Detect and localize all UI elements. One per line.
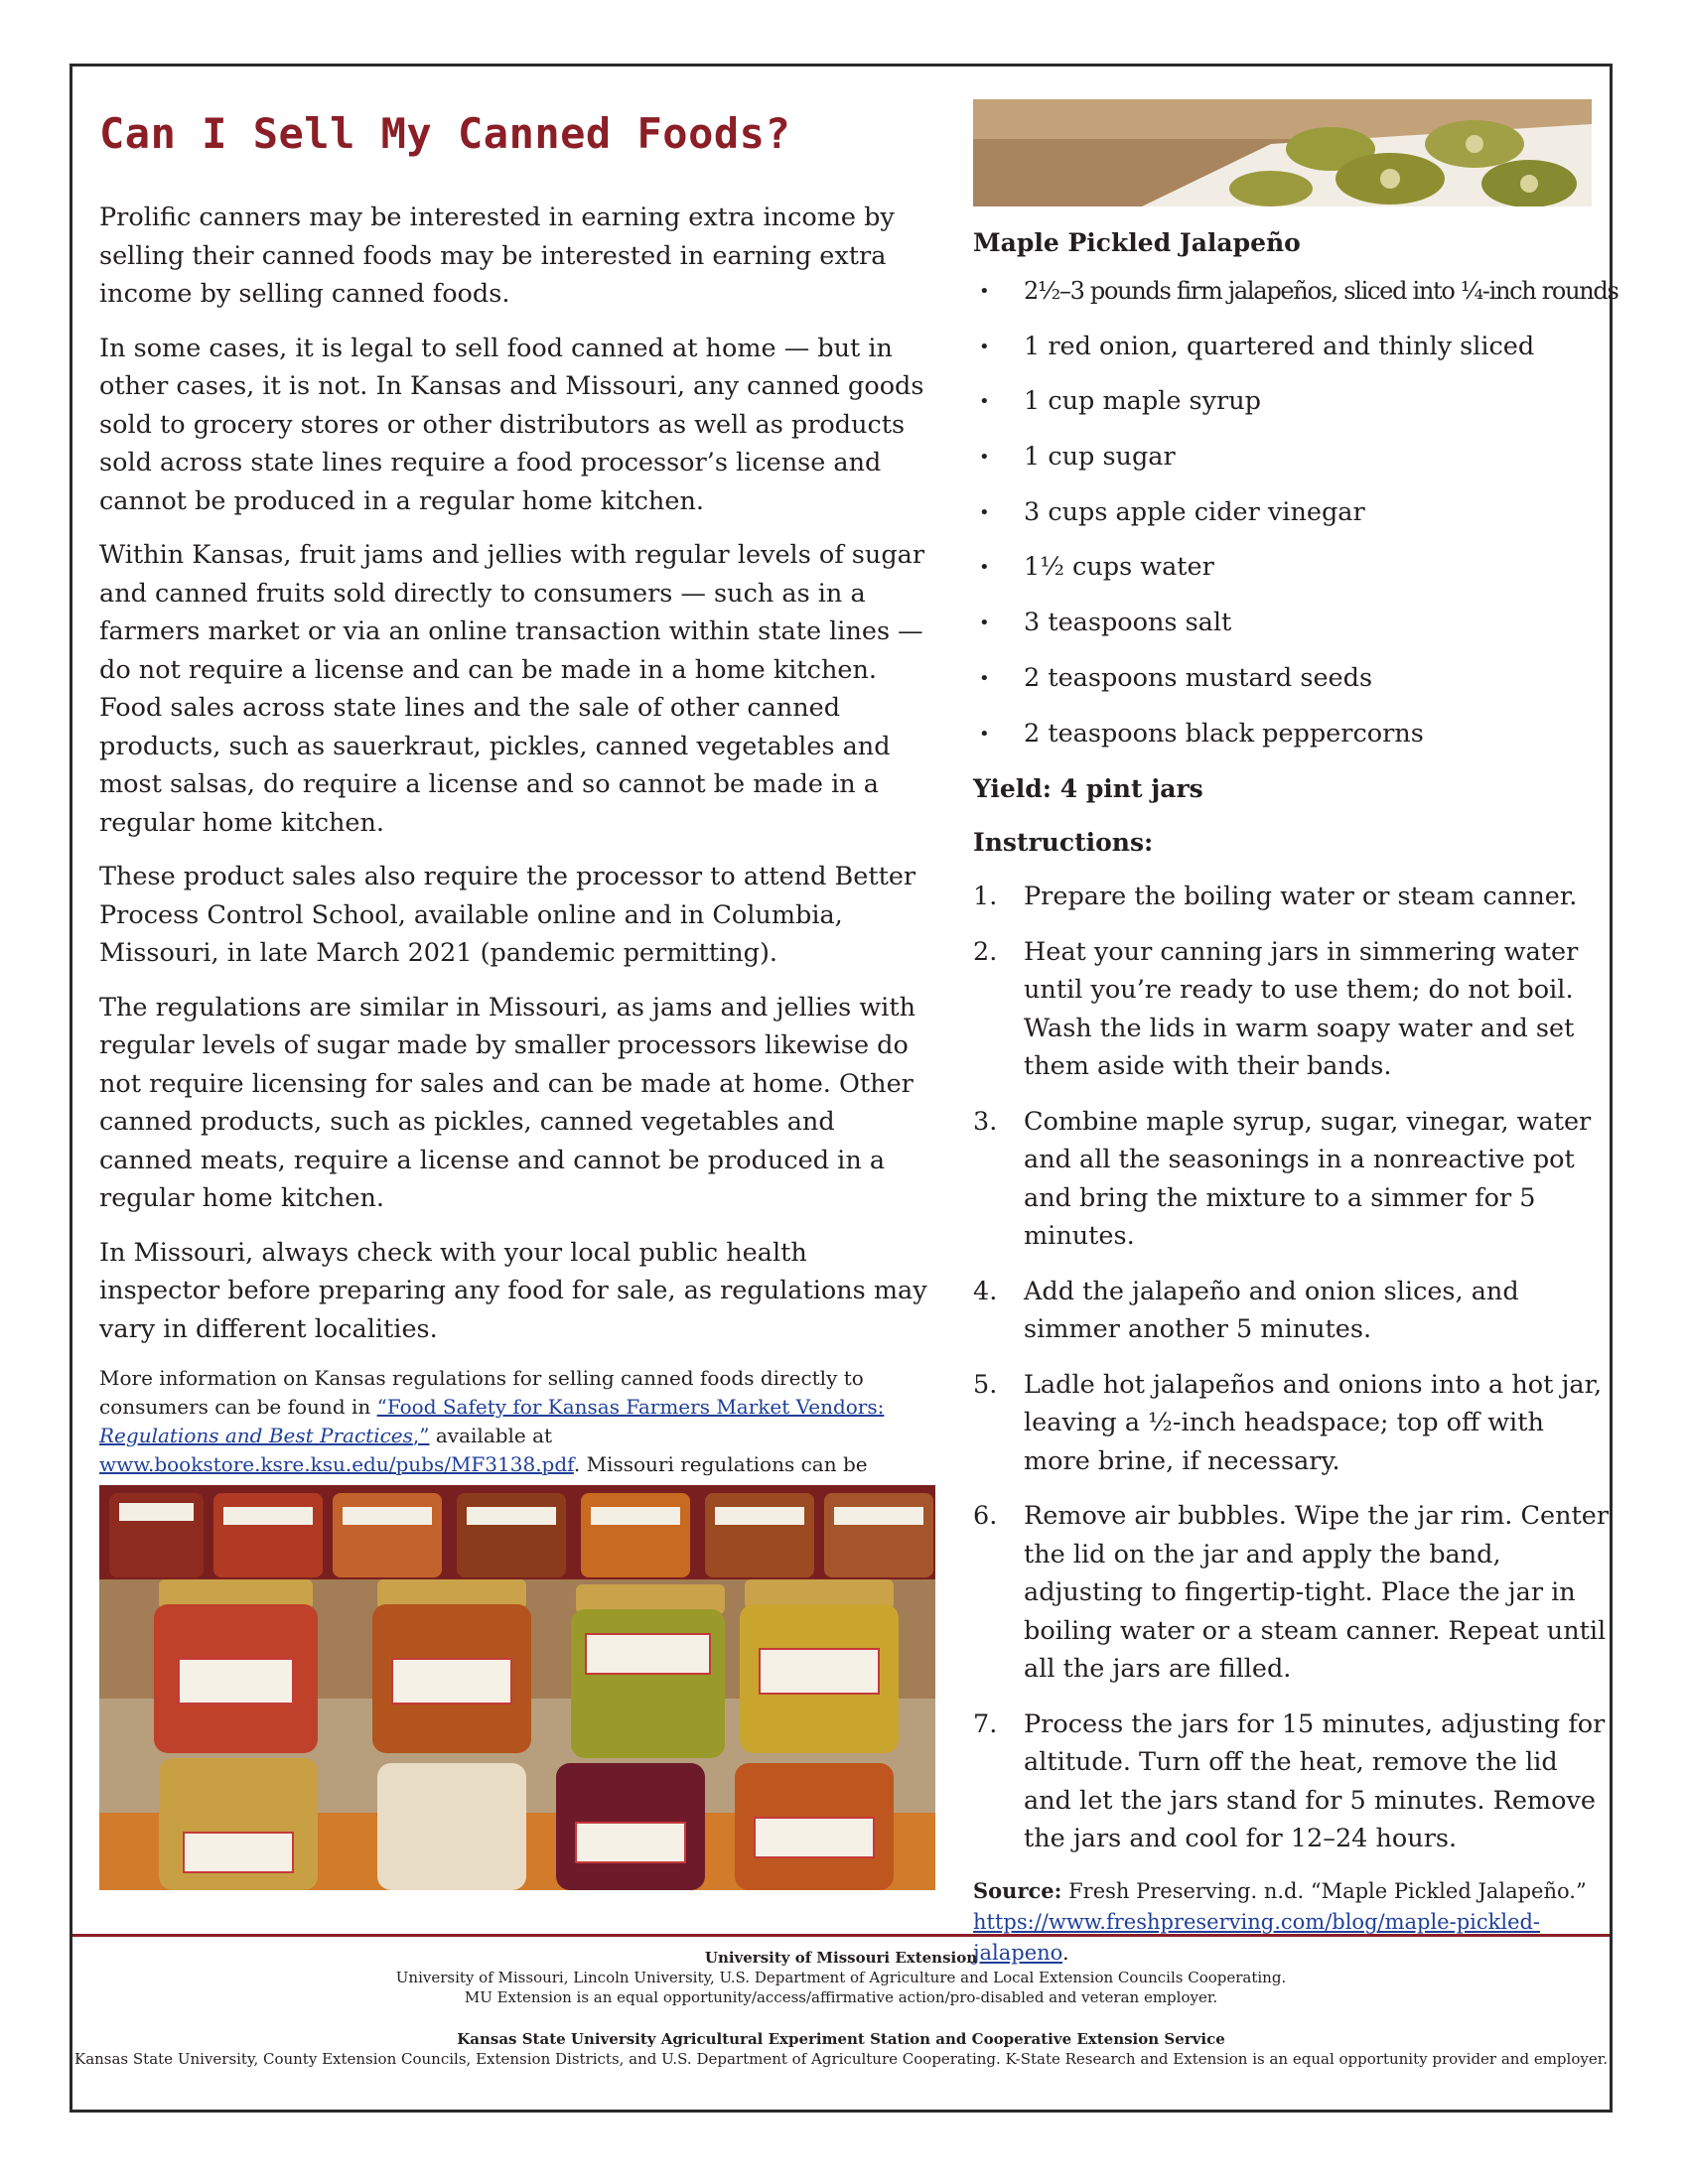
kstate-heading: Kansas State University Agricultural Experiment Station and Cooperative Extension Service (457, 2030, 1225, 2048)
mu-extension-heading: University of Missouri Extension (704, 1949, 978, 1967)
mu-eeo-line: MU Extension is an equal opportunity/access/affirmative action/pro-disabled and veteran employer. (464, 1988, 1218, 2006)
article-title: Can I Sell My Canned Foods? (99, 109, 791, 158)
list-item: • 1½ cups water (979, 552, 1214, 583)
paragraph: Within Kansas, fruit jams and jellies with regular levels of sugar and canned fruits sold directly to consumers — such as in a farmers market or via an online transaction within state lines — do not require a license and can be made in a home kitchen. Food sales across state lines and the sale of other canned products, such as sauerkraut, pickles, canned vegetables and most salsas, do require a license and so cannot be made in a regular home kitchen. (99, 540, 925, 838)
paragraph: Prolific canners may be interested in earning extra income by selling their canned foods may be interested in earning extra income by selling canned foods. (99, 203, 895, 309)
recipe-yield: Yield: 4 pint jars (973, 774, 1203, 804)
canned-jars-photo (99, 1485, 935, 1890)
list-item: • 1 red onion, quartered and thinly sliced (979, 331, 1535, 361)
kstate-cooperating-line: Kansas State University, County Extension Councils, Extension Districts, and U.S. Department of Agriculture Cooperating. K-State Research and Extension is an equal opportunity provider and employer. (73, 2050, 1609, 2068)
fresh-preserving-link[interactable]: https://www.freshpreserving.com/blog/maple-pickled-jalapeno (973, 1909, 1541, 1965)
ingredients-list (973, 273, 1618, 752)
list-item: 1. Prepare the boiling water or steam canner. (973, 882, 1578, 912)
recipe-column (973, 223, 1618, 1969)
list-item: 5. Ladle hot jalapeños and onions into a hot jar, leaving a ½-inch headspace; top off with more brine, if necessary. (973, 1369, 1603, 1476)
recipe-source: Source: Fresh Preserving. n.d. “Maple Pickled Jalapeño.” https://www.freshpreserving.com/blog/maple-pickled-jalapeno. (973, 1877, 1587, 1965)
list-item: 3. Combine maple syrup, sugar, vinegar, water and all the seasonings in a nonreactive pot and bring the mixture to a simmer for 5 minutes. (973, 1106, 1592, 1252)
list-item: • 2 teaspoons black peppercorns (979, 718, 1424, 749)
list-item: 2. Heat your canning jars in simmering water until you’re ready to use them; do not boil. Wash the lids in warm soapy water and set them aside with their bands. (973, 936, 1579, 1082)
list-item: 6. Remove air bubbles. Wipe the jar rim. Center the lid on the jar and apply the band, adjusting to fingertip-tight. Place the jar in boiling water or a steam canner. Repeat until all the jars are filled. (973, 1501, 1610, 1685)
list-item: • 1 cup sugar (979, 442, 1176, 473)
pickled-jalapeno-photo (973, 99, 1592, 206)
kansas-vendors-guide-link[interactable]: “Food Safety for Kansas Farmers Market Vendors: Regulations and Best Practices,” (99, 1395, 885, 1447)
more-info-note: More information on Kansas regulations for selling canned foods directly to consumers can be found in “Food Safety for Kansas Farmers Market Vendors: Regulations and Best Practices,” available at www.bookstore.ksre.ksu.edu/pubs/MF3138.pdf. Missouri regulations can be (99, 1364, 928, 1537)
list-item: 7. Process the jars for 15 minutes, adjusting for altitude. Turn off the heat, remove the lid and let the jars stand for 5 minutes. Remove the jars and cool for 12–24 hours. (973, 1708, 1606, 1854)
list-item: • 2½–3 pounds firm jalapeños, sliced into ¼-inch rounds (979, 277, 1618, 305)
article-column (99, 109, 928, 1553)
list-item: 4. Add the jalapeño and onion slices, and simmer another 5 minutes. (973, 1276, 1519, 1345)
instructions-heading: Instructions: (973, 828, 1154, 858)
recipe-title: Maple Pickled Jalapeño (973, 228, 1301, 257)
mu-cooperating-line: University of Missouri, Lincoln University, U.S. Department of Agriculture and Local Extension Councils Cooperating. (395, 1969, 1287, 1986)
list-item: • 2 teaspoons mustard seeds (979, 662, 1373, 693)
ksre-bookstore-link[interactable]: www.bookstore.ksre.ksu.edu/pubs/MF3138.pdf (99, 1452, 574, 1476)
paragraph: These product sales also require the processor to attend Better Process Control School, available online and in Columbia, Missouri, in late March 2021 (pandemic permitting). (99, 862, 916, 968)
list-item: • 3 cups apple cider vinegar (979, 496, 1365, 527)
paragraph: In Missouri, always check with your local public health inspector before preparing any food for sale, as regulations may vary in different localities. (99, 1237, 927, 1344)
footer (72, 1948, 1610, 2069)
paragraph: The regulations are similar in Missouri, as jams and jellies with regular levels of sugar made by smaller processors likewise do not require licensing for sales and can be made at home. Other canned products, such as pickles, canned vegetables and canned meats, require a license and cannot be produced in a regular home kitchen. (99, 992, 915, 1213)
list-item: • 1 cup maple syrup (979, 386, 1261, 417)
list-item: • 3 teaspoons salt (979, 608, 1232, 638)
paragraph: In some cases, it is legal to sell food canned at home — but in other cases, it is not. In Kansas and Missouri, any canned goods sold to grocery stores or other distributors as well as products sold across state lines require a food processor’s license and cannot be produced in a regular home kitchen. (99, 333, 924, 516)
footer-divider (72, 1934, 1610, 1937)
instructions-list (973, 878, 1609, 1858)
